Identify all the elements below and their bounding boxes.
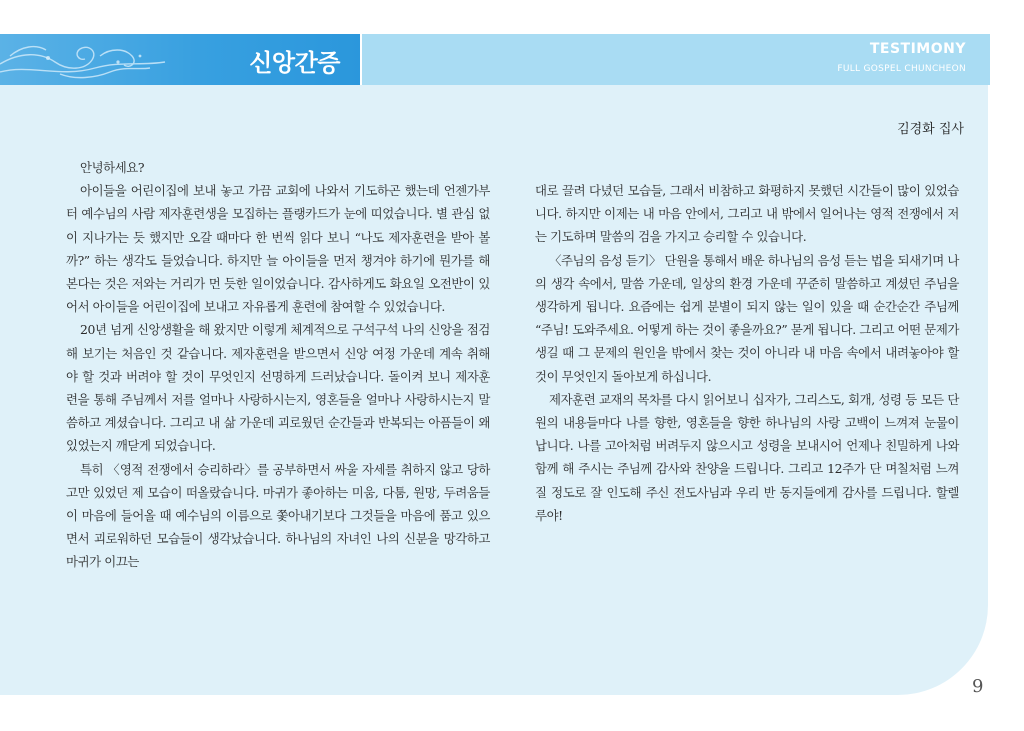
header-info-bar (360, 34, 990, 85)
paragraph: 안녕하세요? (80, 160, 145, 175)
paragraph: 아이들을 어린이집에 보내 놓고 가끔 교회에 나와서 기도하곤 했는데 언젠가부터 예수님의 사람 제자훈련생을 모집하는 플랭카드가 눈에 띠었습니다. 별 관심 없이 지나가는 듯 했지만 오갈 때마다 한 번씩 읽다 보니 “나도 제자훈련을 받아 볼까?” 하는 생각도 들었습니다. 하지만 늘 아이들을 먼저 챙겨야 하기에 뭔가를 해 본다는 것은 저와는 거리가 먼 듯한 일이었습니다. 감사하게도 화요일 오전반이 있어서 아이들을 어린이집에 보내고 자유롭게 훈련에 참여할 수 있었습니다. (66, 183, 490, 315)
page-number: 9 (972, 676, 984, 697)
paragraph: 20년 넘게 신앙생활을 해 왔지만 이렇게 체계적으로 구석구석 나의 신앙을 점검해 보기는 처음인 것 같습니다. 제자훈련을 받으면서 신앙 여정 가운데 계속 취해야 할 것과 버려야 할 것이 무엇인지 선명하게 드러났습니다. 돌이켜 보니 제자훈련을 통해 주님께서 저를 얼마나 사랑하시는지, 영혼들을 얼마나 사랑하시는지 말씀하고 계셨습니다. 그리고 내 삶 가운데 괴로웠던 순간들과 반복되는 아픔들이 왜 있었는지 깨닫게 되었습니다. (66, 322, 490, 454)
paragraph: 대로 끌려 다녔던 모습들, 그래서 비참하고 화평하지 못했던 시간들이 많이 있었습니다. 하지만 이제는 내 마음 안에서, 그리고 내 밖에서 일어나는 영적 전쟁에서 저는 기도하며 말씀의 검을 가지고 승리할 수 있습니다. (535, 183, 959, 245)
church-name: FULL GOSPEL CHUNCHEON (837, 64, 966, 74)
paragraph: 〈주님의 음성 듣기〉 단원을 통해서 배운 하나님의 음성 듣는 법을 되새기며 나의 생각 속에서, 말씀 가운데, 일상의 환경 가운데 꾸준히 말씀하고 계셨던 주님을 생각하게 됩니다. 요즘에는 쉽게 분별이 되지 않는 일이 있을 때 순간순간 주님께 “주님! 도와주세요. 어떻게 하는 것이 좋을까요?” 묻게 됩니다. 그리고 어떤 문제가 생길 때 그 문제의 원인을 밖에서 찾는 것이 아니라 내 마음 속에서 내려놓아야 할 것이 무엇인지 돌아보게 하십니다. (535, 252, 959, 384)
swirl-ornament-icon (0, 34, 200, 85)
right-text-column (535, 179, 959, 527)
author-name: 김경화 집사 (897, 122, 964, 137)
section-title: 신앙간증 (249, 49, 340, 77)
paragraph: 제자훈련 교재의 목차를 다시 읽어보니 십자가, 그리스도, 회개, 성령 등 모든 단원의 내용들마다 나를 향한, 영혼들을 향한 하나님의 사랑 고백이 느껴져 눈물이 납니다. 나를 고아처럼 버려두지 않으시고 성령을 보내시어 언제나 친밀하게 나와 함께 해 주시는 주님께 감사와 찬양을 드립니다. 그리고 12주가 단 며칠처럼 느껴질 정도로 잘 인도해 주신 전도사님과 우리 반 동지들에게 감사를 드립니다. 할렐루야! (535, 391, 959, 523)
paragraph: 특히 〈영적 전쟁에서 승리하라〉를 공부하면서 싸울 자세를 취하지 않고 당하고만 있었던 제 모습이 떠올랐습니다. 마귀가 좋아하는 미움, 다툼, 원망, 두려움들이 마음에 들어올 때 예수님의 이름으로 쫓아내기보다 그것들을 마음에 품고 있으면서 괴로워하던 모습들이 생각났습니다. 하나님의 자녀인 나의 신분을 망각하고 마귀가 이끄는 (66, 461, 490, 570)
left-text-column (66, 156, 490, 574)
header-title-bar (0, 34, 360, 85)
english-title: TESTIMONY (869, 41, 966, 57)
